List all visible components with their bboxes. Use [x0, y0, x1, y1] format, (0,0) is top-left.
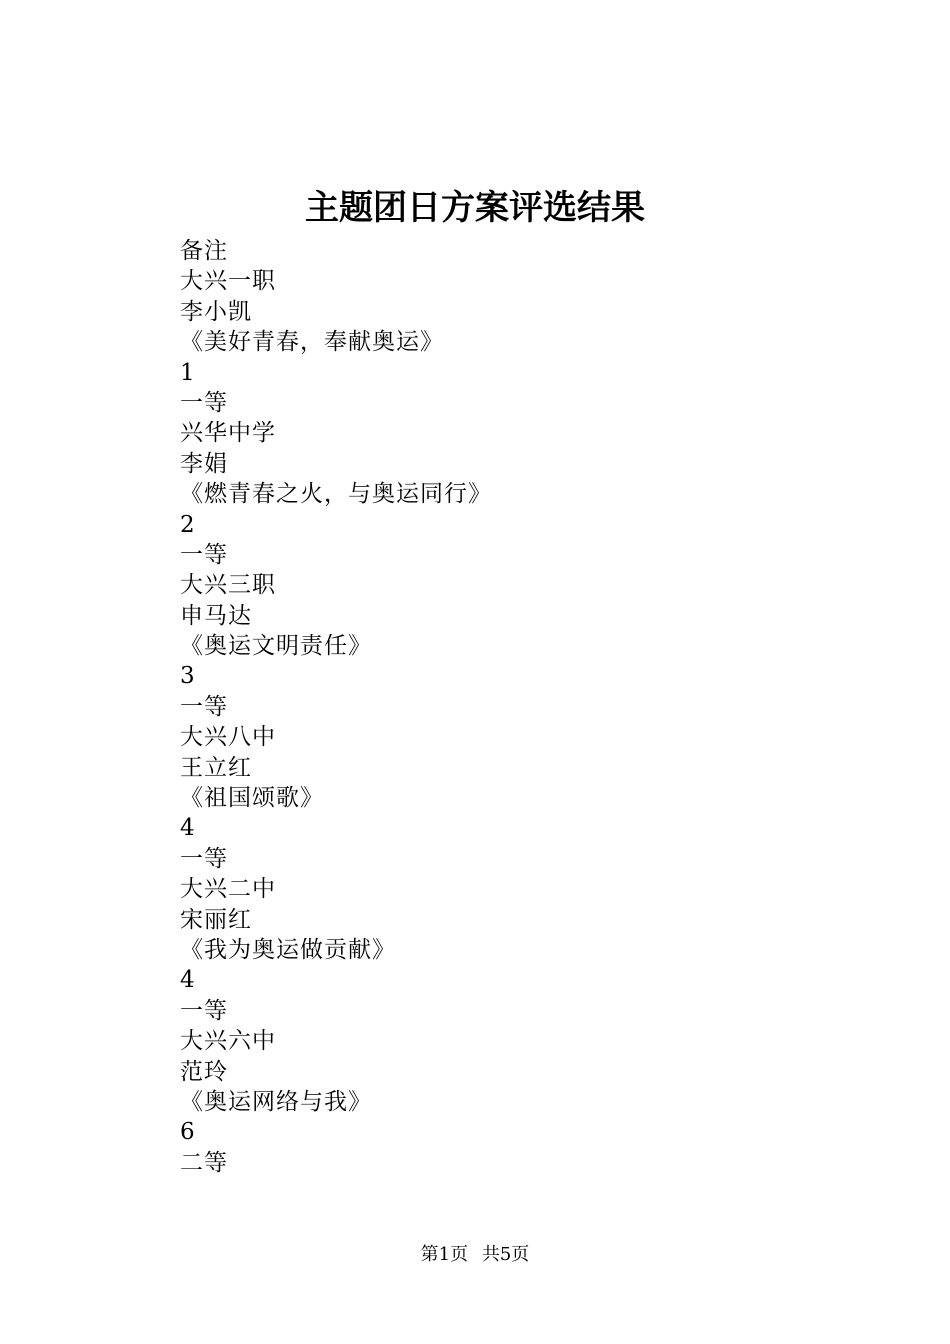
text-line: 4 [180, 967, 196, 994]
document-title: 主题团日方案评选结果 [305, 188, 645, 228]
text-line: 大兴二中 [180, 876, 276, 903]
text-line: 大兴一职 [180, 268, 276, 295]
text-line: 大兴六中 [180, 1028, 276, 1055]
text-line: 1 [180, 359, 196, 386]
page-number-total: 共5页 [481, 1244, 530, 1265]
text-line: 李娟 [180, 450, 228, 477]
text-line: 《美好青春，奉献奥运》 [180, 329, 444, 356]
text-line: 《奥运文明责任》 [180, 633, 372, 660]
text-line: 6 [180, 1119, 196, 1146]
text-line: 2 [180, 511, 196, 538]
page-footer [0, 1242, 950, 1268]
text-line: 《我为奥运做贡献》 [180, 936, 396, 963]
text-line: 宋丽红 [180, 906, 252, 933]
text-line: 《燃青春之火，与奥运同行》 [180, 481, 492, 508]
text-line: 大兴三职 [180, 572, 276, 599]
text-line: 二等 [180, 1149, 228, 1176]
text-line: 《祖国颂歌》 [180, 785, 324, 812]
text-line: 一等 [180, 997, 228, 1024]
text-line: 兴华中学 [180, 420, 276, 447]
text-line: 王立红 [180, 754, 252, 781]
text-line: 一等 [180, 693, 228, 720]
text-line: 申马达 [180, 602, 252, 629]
text-line: 李小凯 [180, 298, 252, 325]
text-line: 一等 [180, 845, 228, 872]
text-line: 3 [180, 663, 196, 690]
text-line: 备注 [180, 238, 228, 264]
document-body [180, 236, 880, 1178]
text-line: 一等 [180, 389, 228, 416]
text-line: 《奥运网络与我》 [180, 1088, 372, 1115]
text-line: 范玲 [180, 1058, 228, 1085]
text-line: 大兴八中 [180, 724, 276, 751]
text-line: 一等 [180, 541, 228, 568]
text-line: 4 [180, 815, 196, 842]
page-number-current: 第1页 [420, 1244, 469, 1265]
